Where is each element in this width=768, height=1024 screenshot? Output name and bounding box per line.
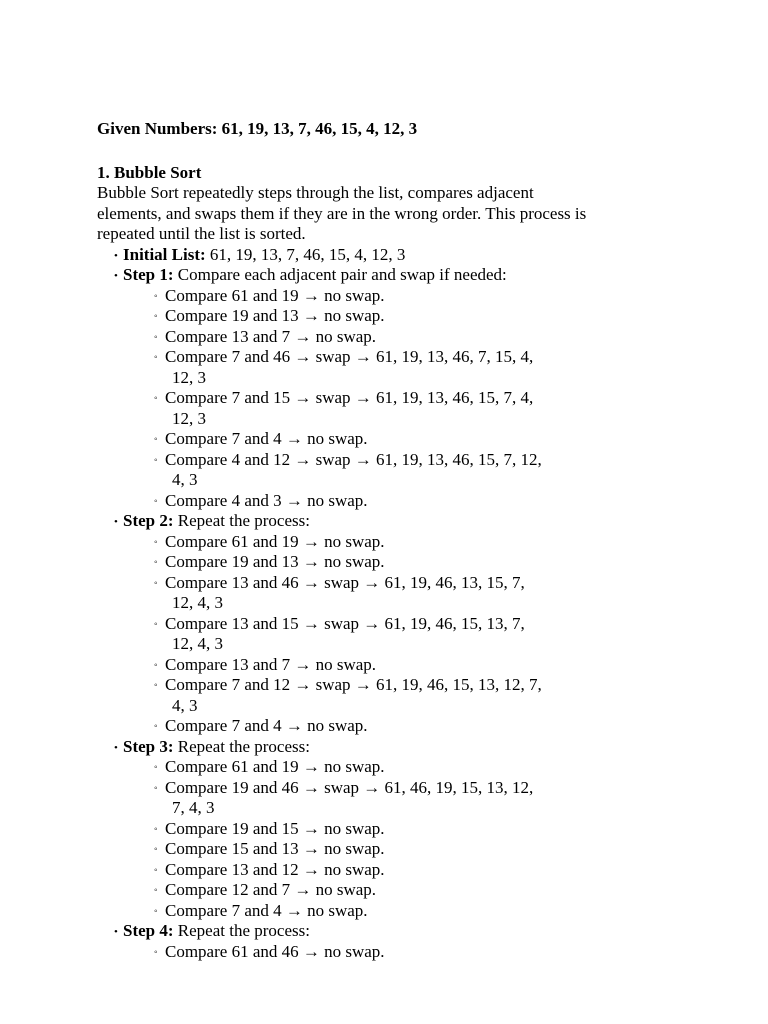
step-item bbox=[113, 265, 587, 511]
comparison-text: Compare 19 and 13 → no swap. bbox=[165, 552, 385, 571]
section-title: 1. Bubble Sort bbox=[97, 162, 202, 182]
comparison-item bbox=[154, 839, 587, 860]
comparison-item bbox=[154, 900, 587, 922]
circle-bullet-icon: ◦ bbox=[154, 844, 158, 855]
comparison-text: Compare 19 and 46 → swap → 61, 46, 19, 15, 13, 12, bbox=[165, 777, 534, 797]
circle-bullet-icon: ◦ bbox=[154, 782, 158, 794]
comparison-item bbox=[154, 716, 587, 737]
circle-bullet-icon: ◦ bbox=[154, 905, 158, 917]
circle-bullet-icon: ◦ bbox=[154, 577, 158, 589]
circle-bullet-icon: ◦ bbox=[154, 721, 158, 732]
comparison-item bbox=[154, 429, 587, 450]
circle-bullet-icon: ◦ bbox=[154, 864, 158, 876]
comparison-text: Compare 19 and 15 → no swap. bbox=[165, 818, 385, 838]
comparison-item bbox=[154, 572, 587, 614]
comparison-text: Compare 7 and 12 → swap → 61, 19, 46, 15, 13, 12, 7, bbox=[165, 675, 542, 694]
comparison-text: Compare 7 and 4 → no swap. bbox=[165, 429, 368, 448]
circle-bullet-icon: ◦ bbox=[154, 823, 158, 835]
comparison-text: Compare 61 and 19 → no swap. bbox=[165, 531, 385, 551]
comparison-text-continued: 12, 4, 3 bbox=[172, 593, 223, 612]
circle-bullet-icon: ◦ bbox=[154, 946, 158, 958]
initial-list-label: Initial List: bbox=[123, 244, 206, 264]
circle-bullet-icon: ◦ bbox=[154, 885, 158, 896]
circle-bullet-icon: ◦ bbox=[154, 659, 158, 671]
step-label: Step 4: bbox=[123, 921, 174, 940]
given-numbers-heading: Given Numbers: 61, 19, 13, 7, 46, 15, 4, 12, 3 bbox=[97, 119, 418, 138]
comparison-text: Compare 4 and 3 → no swap. bbox=[165, 490, 368, 510]
circle-bullet-icon: ◦ bbox=[154, 495, 158, 507]
comparison-text: Compare 15 and 13 → no swap. bbox=[165, 839, 385, 858]
step-item bbox=[113, 737, 587, 922]
step-item bbox=[113, 511, 587, 737]
comparison-text: Compare 13 and 7 → no swap. bbox=[165, 654, 377, 674]
comparison-item bbox=[154, 347, 587, 388]
comparison-list bbox=[123, 286, 587, 512]
circle-bullet-icon: ◦ bbox=[154, 393, 158, 404]
comparison-item bbox=[154, 306, 587, 327]
comparison-item bbox=[154, 941, 587, 963]
comparison-text-continued: 12, 4, 3 bbox=[172, 634, 223, 653]
step-text: Repeat the process: bbox=[173, 511, 310, 530]
step-text: Compare each adjacent pair and swap if needed: bbox=[173, 265, 507, 284]
comparison-text: Compare 61 and 19 → no swap. bbox=[165, 285, 385, 305]
steps-list bbox=[97, 245, 587, 963]
circle-bullet-icon: ◦ bbox=[154, 290, 158, 302]
comparison-text: Compare 61 and 46 → no swap. bbox=[165, 941, 385, 961]
comparison-item bbox=[154, 326, 587, 348]
comparison-list bbox=[123, 942, 587, 963]
comparison-text: Compare 13 and 7 → no swap. bbox=[165, 326, 377, 346]
comparison-item bbox=[154, 531, 587, 553]
comparison-text-continued: 12, 3 bbox=[172, 367, 206, 387]
comparison-text: Compare 13 and 12 → no swap. bbox=[165, 859, 385, 879]
circle-bullet-icon: ◦ bbox=[154, 454, 158, 466]
comparison-item bbox=[154, 552, 587, 573]
circle-bullet-icon: ◦ bbox=[154, 434, 158, 445]
circle-bullet-icon: ◦ bbox=[154, 762, 158, 773]
comparison-text: Compare 7 and 46 → swap → 61, 19, 13, 46, 7, 15, 4, bbox=[165, 347, 534, 366]
comparison-item bbox=[154, 490, 587, 512]
comparison-text: Compare 7 and 15 → swap → 61, 19, 13, 46, 15, 7, 4, bbox=[165, 388, 534, 407]
comparison-text: Compare 7 and 4 → no swap. bbox=[165, 900, 368, 920]
comparison-list bbox=[123, 532, 587, 737]
initial-list-text: 61, 19, 13, 7, 46, 15, 4, 12, 3 bbox=[205, 244, 406, 264]
comparison-text: Compare 61 and 19 → no swap. bbox=[165, 757, 385, 776]
circle-bullet-icon: ◦ bbox=[154, 680, 158, 691]
comparison-item bbox=[154, 757, 587, 778]
comparison-item bbox=[154, 818, 587, 840]
step-text: Repeat the process: bbox=[173, 736, 310, 756]
comparison-text-continued: 7, 4, 3 bbox=[172, 798, 215, 817]
comparison-text-continued: 4, 3 bbox=[172, 470, 198, 489]
comparison-item bbox=[154, 777, 587, 819]
comparison-text: Compare 4 and 12 → swap → 61, 19, 13, 46, 15, 7, 12, bbox=[165, 449, 542, 469]
comparison-text-continued: 12, 3 bbox=[172, 408, 206, 428]
comparison-item bbox=[154, 675, 587, 716]
comparison-text-continued: 4, 3 bbox=[172, 695, 198, 715]
comparison-item bbox=[154, 880, 587, 901]
comparison-text: Compare 13 and 15 → swap → 61, 19, 46, 15, 13, 7, bbox=[165, 613, 525, 633]
comparison-text: Compare 7 and 4 → no swap. bbox=[165, 716, 368, 735]
comparison-item bbox=[154, 285, 587, 307]
step-label: Step 3: bbox=[123, 736, 174, 756]
step-label: Step 2: bbox=[123, 511, 174, 530]
comparison-list bbox=[123, 757, 587, 921]
initial-list-item bbox=[113, 245, 587, 266]
comparison-item bbox=[154, 449, 587, 491]
comparison-text: Compare 19 and 13 → no swap. bbox=[165, 306, 385, 325]
circle-bullet-icon: ◦ bbox=[154, 352, 158, 363]
comparison-text: Compare 13 and 46 → swap → 61, 19, 46, 13, 15, 7, bbox=[165, 572, 525, 592]
comparison-item bbox=[154, 613, 587, 655]
section-description: Bubble Sort repeatedly steps through the list, compares adjacent elements, and swaps them if they are in the wrong order. This process is repeated until the list is sorted. bbox=[97, 183, 587, 243]
comparison-item bbox=[154, 388, 587, 429]
step-item bbox=[113, 921, 587, 962]
document-page bbox=[97, 119, 587, 962]
comparison-item bbox=[154, 859, 587, 881]
circle-bullet-icon: ◦ bbox=[154, 557, 158, 568]
circle-bullet-icon: ◦ bbox=[154, 311, 158, 322]
comparison-text: Compare 12 and 7 → no swap. bbox=[165, 880, 377, 899]
step-label: Step 1: bbox=[123, 265, 174, 284]
step-text: Repeat the process: bbox=[173, 921, 310, 940]
circle-bullet-icon: ◦ bbox=[154, 618, 158, 630]
circle-bullet-icon: ◦ bbox=[154, 536, 158, 548]
circle-bullet-icon: ◦ bbox=[154, 331, 158, 343]
comparison-item bbox=[154, 654, 587, 676]
